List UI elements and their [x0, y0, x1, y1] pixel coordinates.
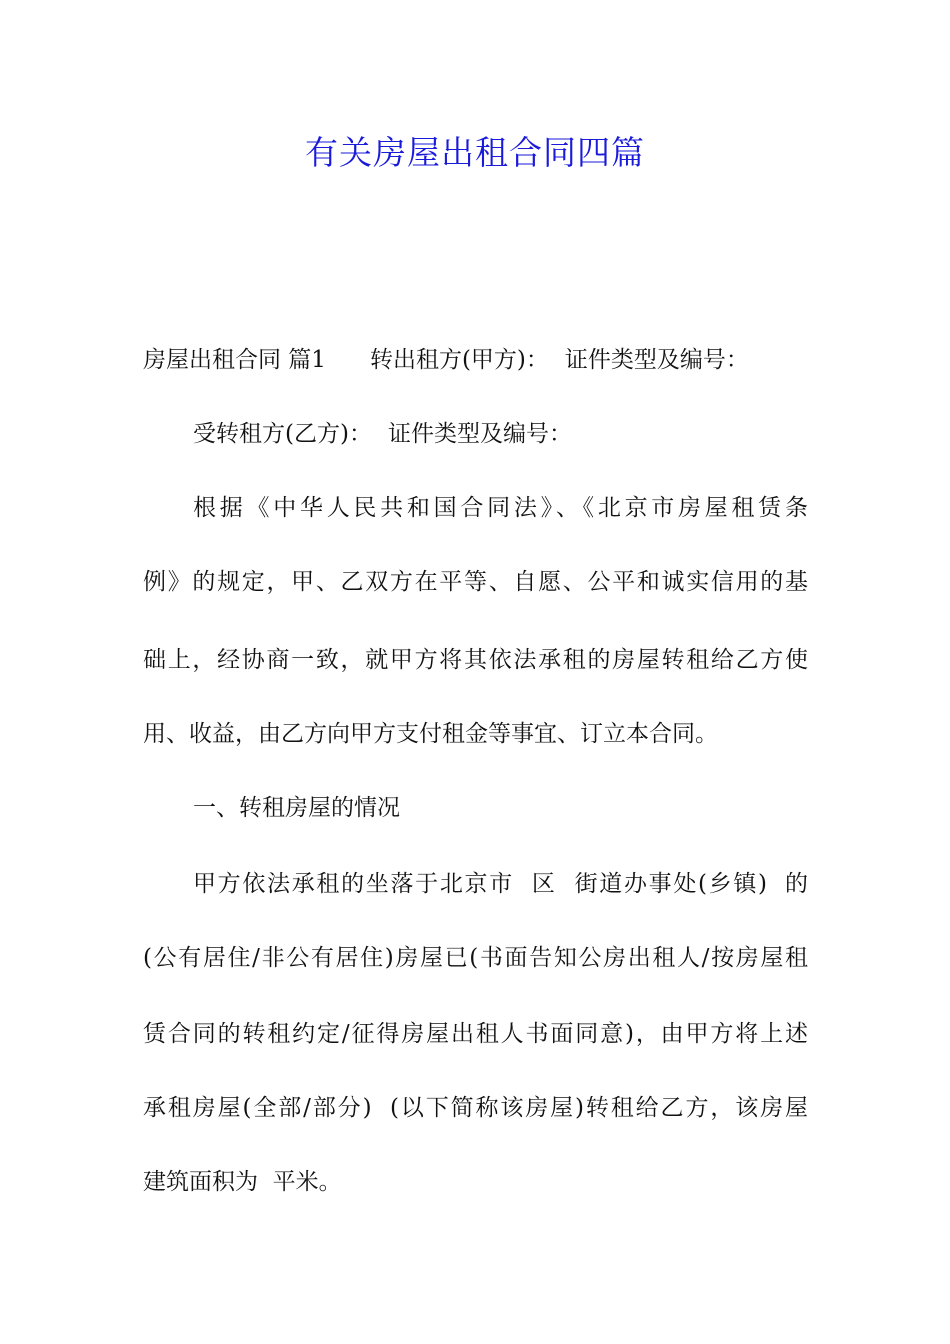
transferor-label: 转出租方(甲方)： — [369, 347, 549, 373]
header-line — [143, 340, 808, 380]
paragraph2-line4: 承租房屋(全部/部分) (以下简称该房屋)转租给乙方，该房屋 — [143, 1095, 808, 1121]
paragraph1-line2: 例》的规定，甲、乙双方在平等、自愿、公平和诚实信用的基 — [143, 569, 808, 595]
paragraph2-line5: 建筑面积为 平米。 — [143, 1169, 342, 1195]
paragraph2-line1: 甲方依法承租的坐落于北京市 区 街道办事处(乡镇) 的 — [193, 871, 808, 897]
document-title: 有关房屋出租合同四篇 — [305, 133, 645, 172]
paragraph2-line3: 赁合同的转租约定/征得房屋出租人书面同意)，由甲方将上述 — [143, 1021, 808, 1047]
transferee-id-label: 证件类型及编号： — [387, 421, 572, 447]
transferee-label: 受转租方(乙方)： — [193, 421, 372, 447]
section1-heading: 一、转租房屋的情况 — [193, 795, 400, 821]
transferor-id-label: 证件类型及编号： — [564, 347, 749, 373]
transferee-line — [193, 414, 808, 454]
contract-heading: 房屋出租合同 篇1 — [143, 347, 326, 373]
paragraph1-line4: 用、收益，由乙方向甲方支付租金等事宜、订立本合同。 — [143, 721, 718, 747]
paragraph1-line1: 根据《中华人民共和国合同法》、《北京市房屋租赁条 — [193, 495, 808, 521]
paragraph2-line2: (公有居住/非公有居住)房屋已(书面告知公房出租人/按房屋租 — [143, 945, 808, 971]
paragraph1-line3: 础上，经协商一致，就甲方将其依法承租的房屋转租给乙方使 — [143, 647, 808, 673]
